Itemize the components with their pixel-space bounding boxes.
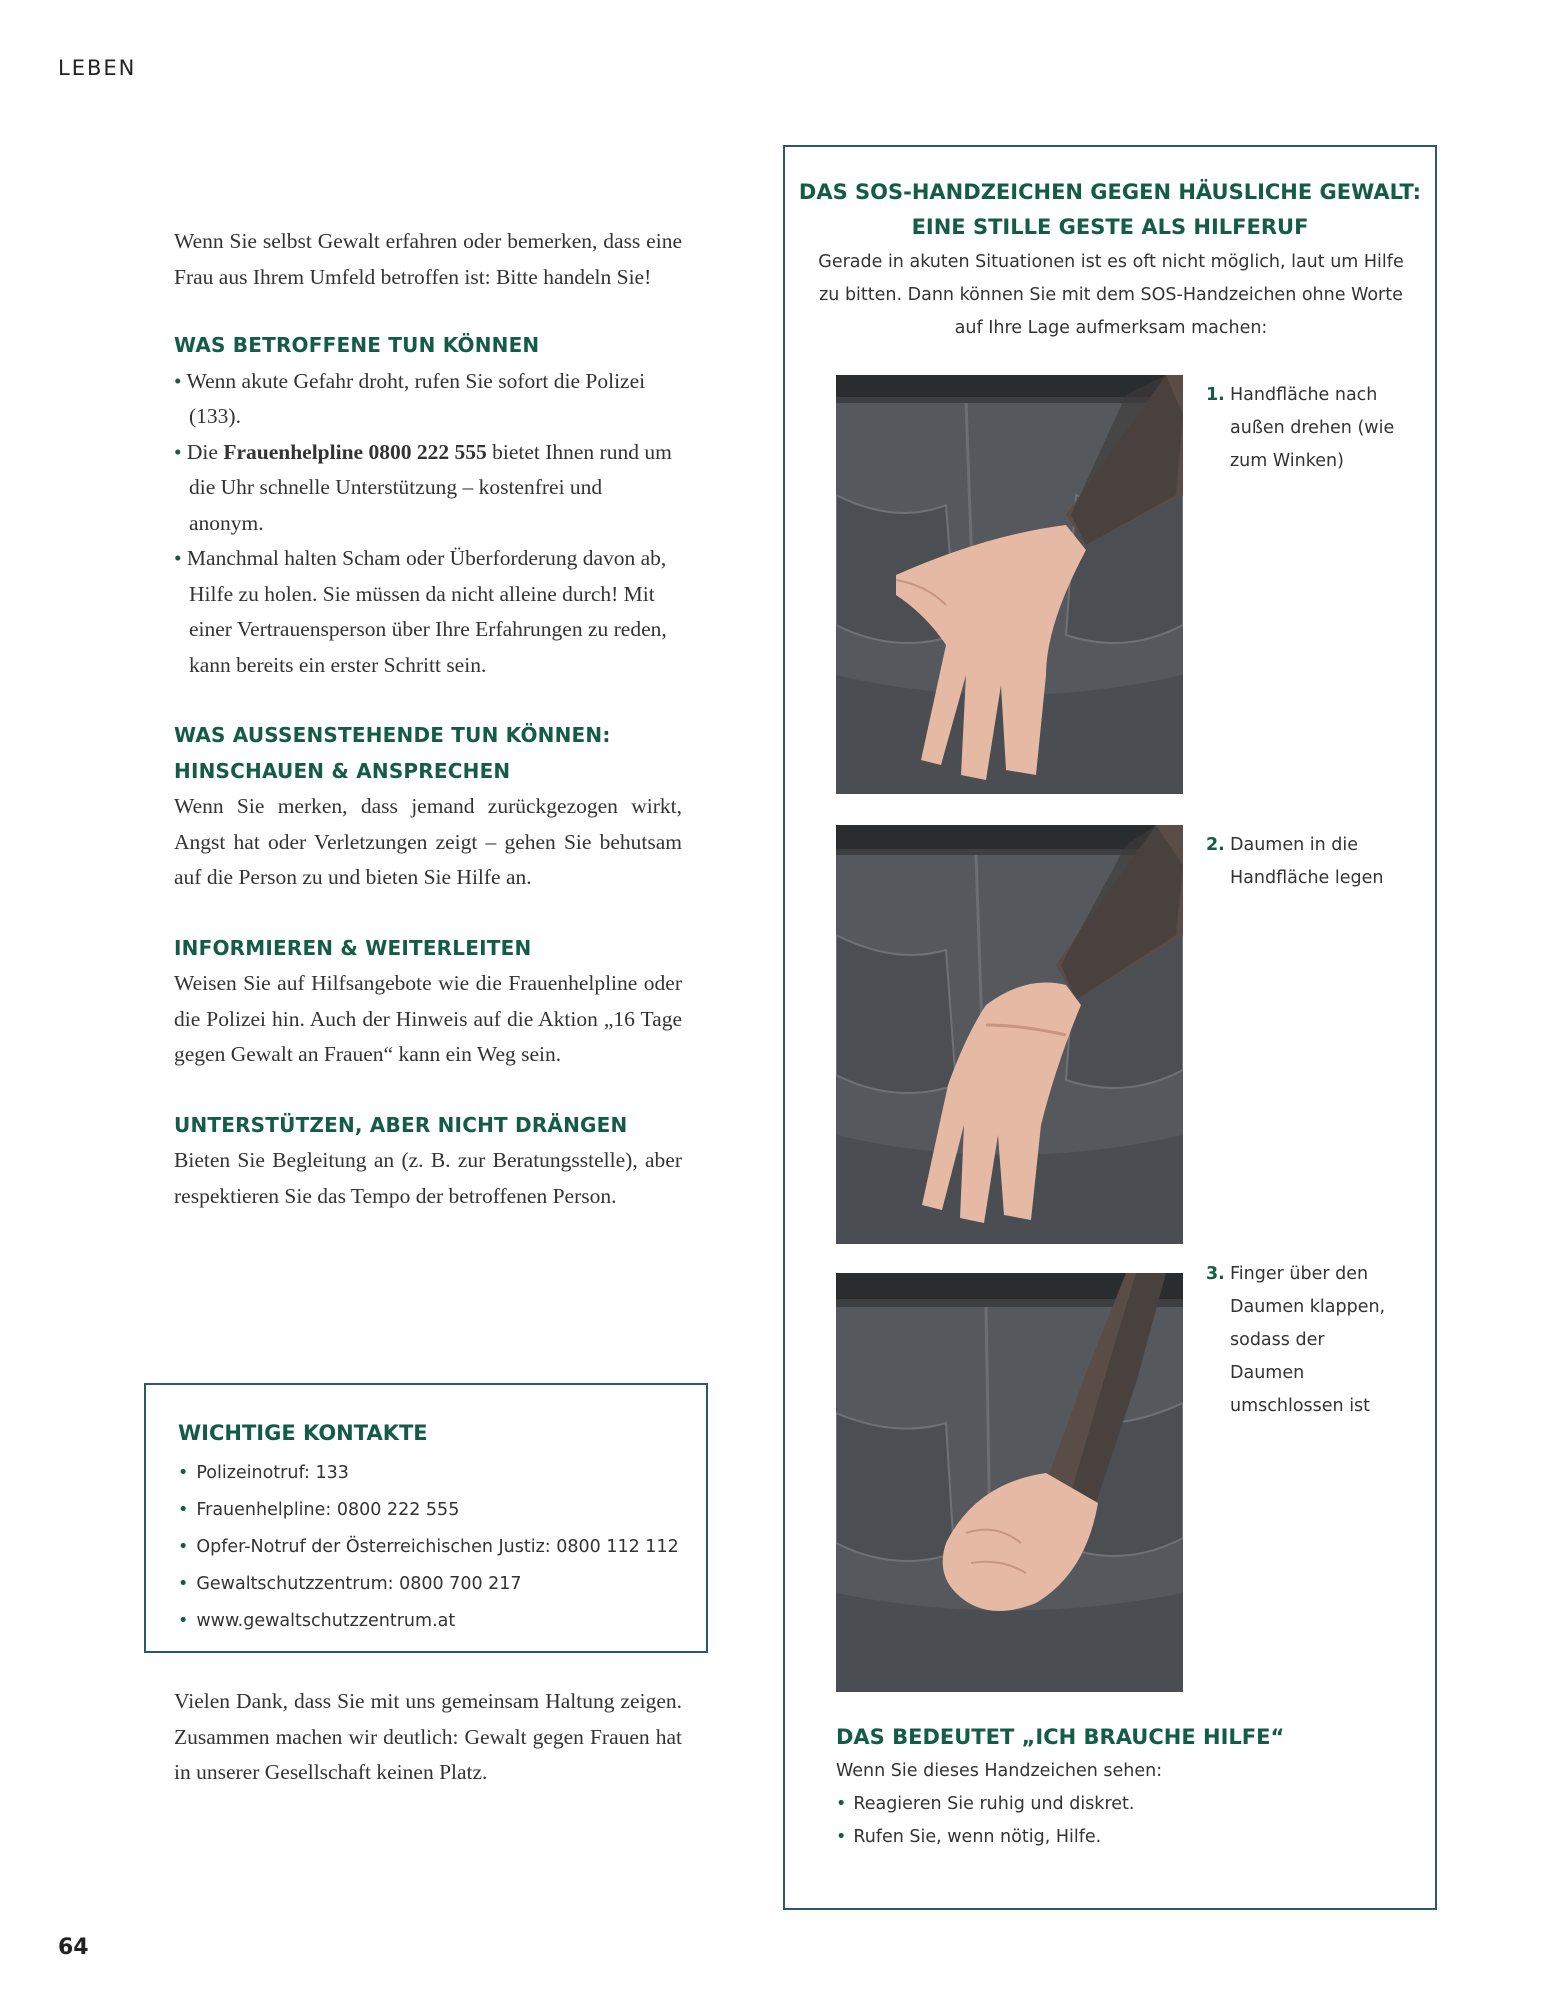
- hand-photo-step-3: [836, 1273, 1183, 1692]
- contacts-box: [144, 1383, 708, 1653]
- meaning-section: [836, 1720, 1396, 1854]
- list-item: • Rufen Sie, wenn nötig, Hilfe.: [836, 1827, 1102, 1847]
- helpline-highlight: Frauenhelpline 0800 222 555: [223, 439, 487, 464]
- contact-item: • Opfer-Notruf der Österreichischen Justiz: 0800 112 112: [178, 1537, 679, 1557]
- hand-photo-step-1: [836, 375, 1183, 794]
- contact-item: • Frauenhelpline: 0800 222 555: [178, 1500, 460, 1520]
- contact-link[interactable]: • www.gewaltschutzzentrum.at: [178, 1611, 456, 1631]
- aussenstehende-text: Wenn Sie merken, dass jemand zurückgezogen wirkt, Angst hat oder Verletzungen zeigt – gehen Sie behutsam auf die Person zu und bieten Sie Hilfe an.: [174, 794, 682, 889]
- list-item: • Die Frauenhelpline 0800 222 555 bietet Ihnen rund um die Uhr schnelle Unterstützung – kostenfrei und anonym.: [174, 439, 672, 535]
- thanks-text-block: [174, 1684, 682, 1791]
- contact-item: • Polizeinotruf: 133: [178, 1463, 349, 1483]
- meaning-intro: Wenn Sie dieses Handzeichen sehen:: [836, 1761, 1163, 1781]
- section-label: LEBEN: [58, 56, 137, 80]
- heading-betroffene: WAS BETROFFENE TUN KÖNNEN: [174, 333, 540, 357]
- heading-unterstuetzen: UNTERSTÜTZEN, ABER NICHT DRÄNGEN: [174, 1112, 628, 1137]
- heading-aussenstehende: WAS AUSSENSTEHENDE TUN KÖNNEN: HINSCHAUEN & ANSPRECHEN: [174, 723, 611, 783]
- list-item: • Manchmal halten Scham oder Überforderung davon ab, Hilfe zu holen. Sie müssen da nicht alleine durch! Mit einer Vertrauensperson über Ihre Erfahrungen zu reden, kann bereits ein erster Schritt sein.: [174, 546, 667, 677]
- step-3: 3. Finger über den Daumen klappen, sodass der Daumen umschlossen ist: [1206, 1264, 1386, 1416]
- meaning-heading: DAS BEDEUTET „ICH BRAUCHE HILFE“: [836, 1725, 1285, 1749]
- step-2: 2. Daumen in die Handfläche legen: [1206, 835, 1384, 888]
- heading-informieren: INFORMIEREN & WEITERLEITEN: [174, 935, 532, 960]
- sos-box: [783, 145, 1437, 1910]
- hand-photo-step-2: [836, 825, 1183, 1244]
- page-number: 64: [58, 1935, 89, 1960]
- unterstuetzen-text: Bieten Sie Begleitung an (z. B. zur Beratungsstelle), aber respektieren Sie das Tempo der betroffenen Person.: [174, 1148, 682, 1208]
- list-item: • Reagieren Sie ruhig und diskret.: [836, 1794, 1135, 1814]
- intro-text: Wenn Sie selbst Gewalt erfahren oder bemerken, dass eine Frau aus Ihrem Umfeld betroffen ist: Bitte handeln Sie!: [174, 229, 682, 289]
- betroffene-list: [174, 364, 682, 684]
- meaning-list: [836, 1788, 1396, 1854]
- sos-title: DAS SOS-HANDZEICHEN GEGEN HÄUSLICHE GEWALT: EINE STILLE GESTE ALS HILFERUF: [798, 180, 1422, 239]
- step-1: 1. Handfläche nach außen drehen (wie zum Winken): [1206, 385, 1395, 471]
- contacts-heading: WICHTIGE KONTAKTE: [178, 1421, 428, 1445]
- contact-item: • Gewaltschutzzentrum: 0800 700 217: [178, 1574, 522, 1594]
- sos-intro: Gerade in akuten Situationen ist es oft nicht möglich, laut um Hilfe zu bitten. Dann können Sie mit dem SOS-Handzeichen ohne Worte auf Ihre Lage aufmerksam machen:: [818, 252, 1404, 338]
- thanks-text: Vielen Dank, dass Sie mit uns gemeinsam Haltung zeigen. Zusammen machen wir deutlich: Gewalt gegen Frauen hat in unserer Gesellschaft keinen Platz.: [174, 1689, 682, 1784]
- informieren-text: Weisen Sie auf Hilfsangebote wie die Frauenhelpline oder die Polizei hin. Auch der Hinweis auf die Aktion „16 Tage gegen Gewalt an Frauen“ kann ein Weg sein.: [174, 971, 682, 1066]
- left-column: [174, 224, 682, 1214]
- list-item: • Wenn akute Gefahr droht, rufen Sie sofort die Polizei (133).: [174, 368, 646, 428]
- contacts-list: [178, 1455, 706, 1640]
